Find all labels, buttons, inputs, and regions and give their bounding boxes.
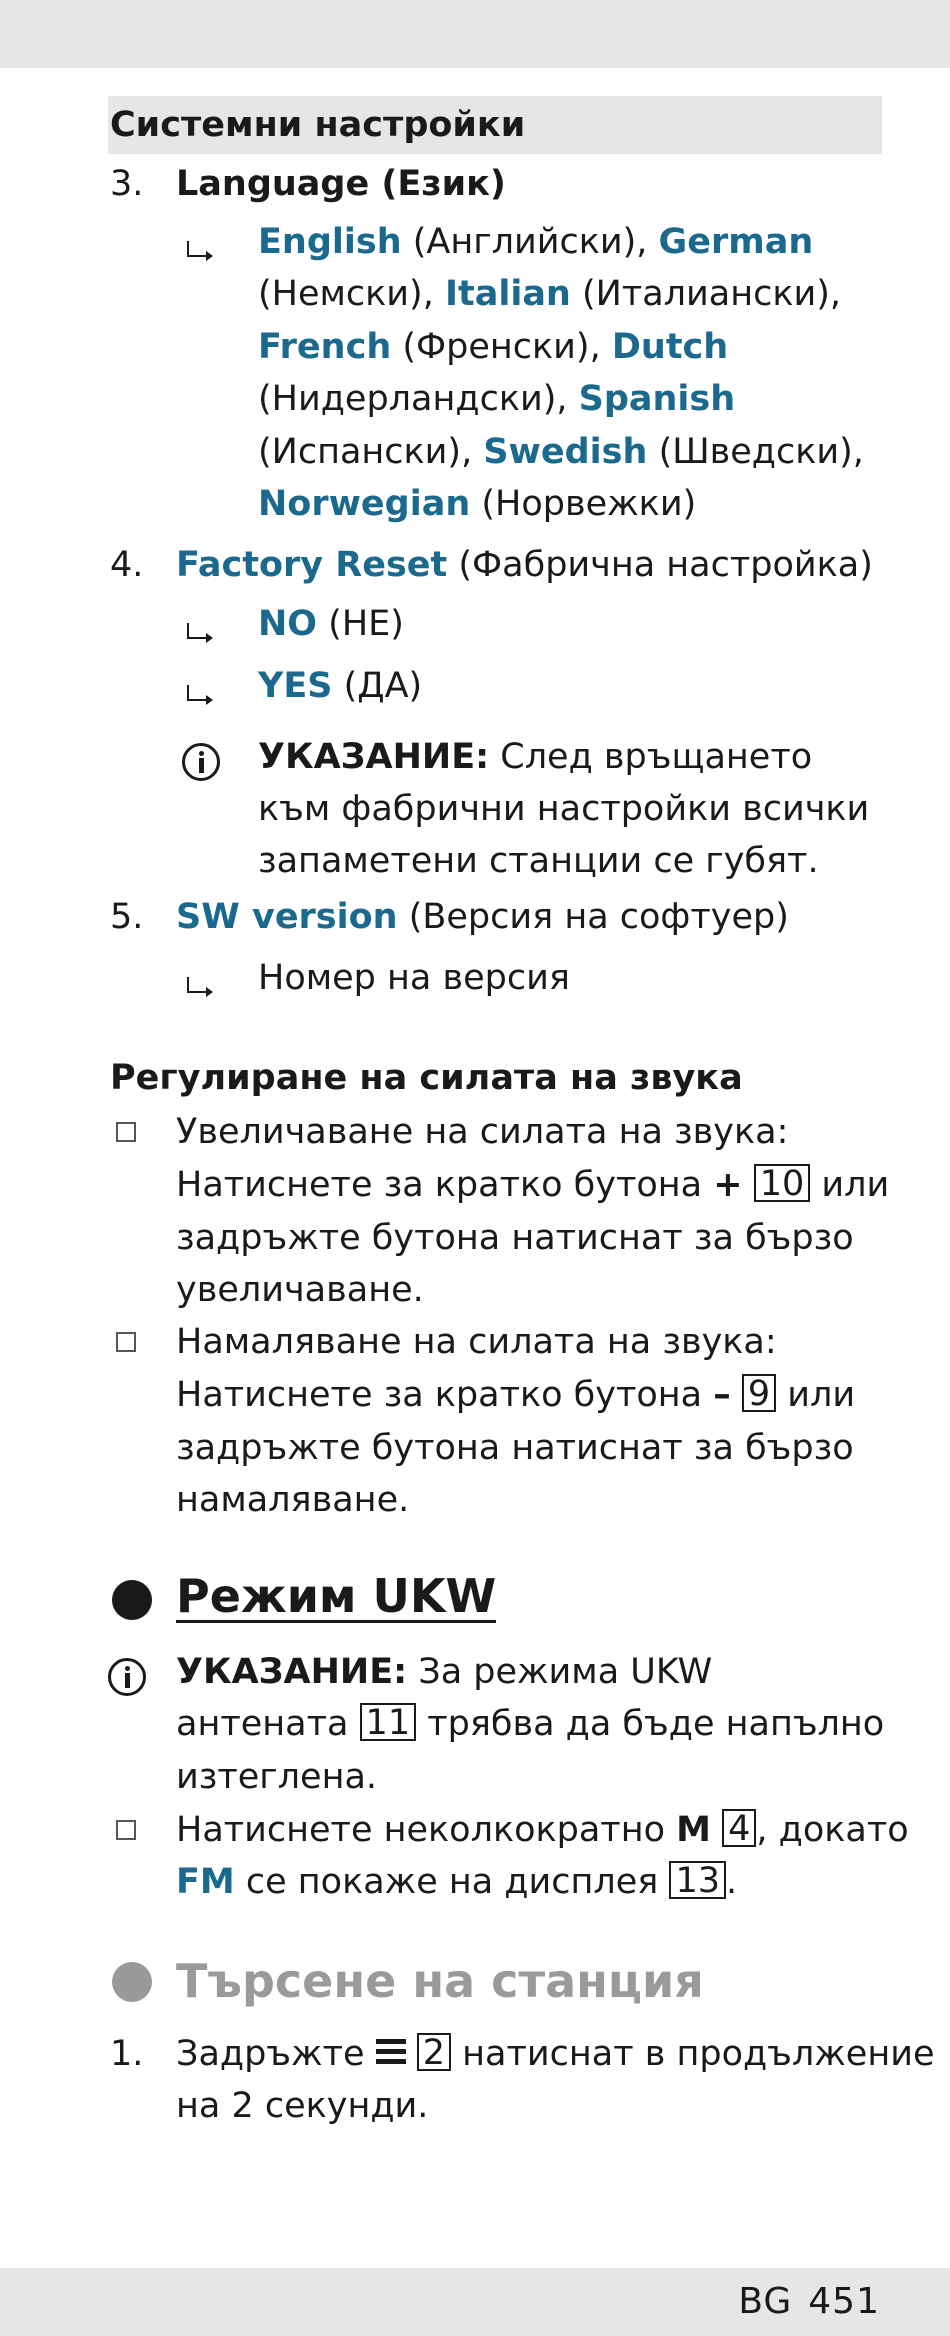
checkbox-square-icon xyxy=(116,1820,136,1840)
volume-heading: Регулиране на силата на звука xyxy=(110,1058,743,1098)
language-name: English xyxy=(258,222,402,262)
ukw-note-line-1 xyxy=(176,1652,712,1692)
bullet-dot-icon xyxy=(112,1580,152,1620)
language-translation: (Немски), xyxy=(258,274,445,314)
factory-reset-label: Factory Reset xyxy=(176,545,448,585)
ukw-step-line-2 xyxy=(176,1862,737,1902)
ref-box-9: 9 xyxy=(742,1374,776,1412)
language-translation: (Италиански), xyxy=(570,274,842,314)
item-3-title: Language (Език) xyxy=(176,164,506,204)
language-name: French xyxy=(258,327,392,367)
sw-version-label: SW version xyxy=(176,897,398,937)
volume-up-line-4: увеличаване. xyxy=(176,1270,424,1310)
option-no-value: NO xyxy=(258,604,318,644)
option-no-desc: (НЕ) xyxy=(317,604,404,644)
item-5-number: 5. xyxy=(110,897,144,937)
search-step-line-2: на 2 секунди. xyxy=(176,2086,429,2126)
option-yes-value: YES xyxy=(258,666,333,706)
volume-down-line-2 xyxy=(176,1375,855,1415)
note-factory-line-3: запаметени станции се губят. xyxy=(258,841,819,881)
item-3-number: 3. xyxy=(110,164,144,204)
item-4-number: 4. xyxy=(110,545,144,585)
language-name: German xyxy=(658,222,814,262)
version-number-text: Номер на версия xyxy=(258,958,570,998)
ukw-heading: Режим UKW xyxy=(176,1569,497,1623)
sw-version-suffix: (Версия на софтуер) xyxy=(397,897,789,937)
language-line xyxy=(258,379,735,419)
ref-box-10: 10 xyxy=(754,1164,811,1202)
plus-symbol: + xyxy=(713,1165,743,1205)
language-translation: (Английски), xyxy=(401,222,659,262)
language-translation: (Френски), xyxy=(391,327,612,367)
step-text: Натиснете неколкократно xyxy=(176,1810,677,1850)
ukw-note-line-2 xyxy=(176,1704,884,1744)
language-line xyxy=(258,222,813,262)
bullet-dot-icon xyxy=(112,1962,152,2002)
sub-arrow-icon xyxy=(184,618,210,646)
volume-down-line-4: намаляване. xyxy=(176,1480,410,1520)
sub-arrow-icon xyxy=(184,236,210,264)
step-text: . xyxy=(726,1862,738,1902)
ukw-step-line-1 xyxy=(176,1810,909,1850)
step-text: , докато xyxy=(756,1810,909,1850)
note-text: За режима UKW xyxy=(407,1652,713,1692)
ref-box-2: 2 xyxy=(417,2033,451,2071)
search-step-number: 1. xyxy=(110,2034,144,2074)
factory-reset-suffix: (Фабрична настройка) xyxy=(447,545,873,585)
language-line xyxy=(258,327,728,367)
language-translation: (Норвежки) xyxy=(470,484,697,524)
info-icon xyxy=(182,743,220,781)
menu-icon xyxy=(376,2038,406,2066)
note-label: УКАЗАНИЕ: xyxy=(176,1652,408,1692)
language-name: Norwegian xyxy=(258,484,471,524)
volume-up-or: или xyxy=(810,1165,890,1205)
section-title: Системни настройки xyxy=(110,105,526,145)
volume-up-text: Натиснете за кратко бутона xyxy=(176,1165,714,1205)
language-line xyxy=(258,432,864,472)
language-translation: (Шведски), xyxy=(647,432,864,472)
language-line xyxy=(258,484,696,524)
volume-up-line-2 xyxy=(176,1165,889,1205)
language-translation: (Нидерландски), xyxy=(258,379,579,419)
volume-down-line-3: задръжте бутона натиснат за бързо xyxy=(176,1428,854,1468)
option-no xyxy=(258,604,404,644)
option-yes-desc: (ДА) xyxy=(332,666,423,706)
page-number xyxy=(738,2281,880,2322)
sub-arrow-icon xyxy=(184,972,210,1000)
top-band xyxy=(0,0,950,68)
minus-symbol: – xyxy=(713,1375,731,1415)
checkbox-square-icon xyxy=(116,1122,136,1142)
item-5-title-line xyxy=(176,897,789,937)
language-code: BG xyxy=(738,2281,793,2322)
volume-up-line-3: задръжте бутона натиснат за бързо xyxy=(176,1218,854,1258)
m-button-label: M xyxy=(676,1810,711,1850)
language-translation: (Испански), xyxy=(258,432,484,472)
item-4-title-line xyxy=(176,545,873,585)
ref-box-4: 4 xyxy=(722,1809,756,1847)
volume-down-line-1: Намаляване на силата на звука: xyxy=(176,1322,777,1362)
page-number-value: 451 xyxy=(808,2281,880,2322)
ukw-note-line-3: изтеглена. xyxy=(176,1757,378,1797)
fm-label: FM xyxy=(176,1862,235,1902)
note-factory-line-1 xyxy=(258,737,812,777)
note-text: трябва да бъде напълно xyxy=(416,1704,885,1744)
checkbox-square-icon xyxy=(116,1332,136,1352)
note-label: УКАЗАНИЕ: xyxy=(258,737,490,777)
volume-up-line-1: Увеличаване на силата на звука: xyxy=(176,1112,789,1152)
ref-box-11: 11 xyxy=(360,1703,417,1741)
search-heading: Търсене на станция xyxy=(176,1954,704,2008)
language-name: Spanish xyxy=(578,379,736,419)
ref-box-13: 13 xyxy=(669,1861,726,1899)
language-line xyxy=(258,274,841,314)
step-text: Задръжте xyxy=(176,2034,376,2074)
step-text: се покаже на дисплея xyxy=(234,1862,670,1902)
language-name: Swedish xyxy=(483,432,648,472)
search-step-line-1 xyxy=(176,2034,935,2074)
option-yes xyxy=(258,666,422,706)
step-text: натиснат в продължение xyxy=(451,2034,935,2074)
volume-down-or: или xyxy=(776,1375,856,1415)
language-name: Italian xyxy=(444,274,571,314)
note-text: антената xyxy=(176,1704,360,1744)
sub-arrow-icon xyxy=(184,680,210,708)
note-text: След връщането xyxy=(489,737,813,777)
volume-down-text: Натиснете за кратко бутона xyxy=(176,1375,714,1415)
note-factory-line-2: към фабрични настройки всички xyxy=(258,789,870,829)
info-icon xyxy=(108,1658,146,1696)
language-name: Dutch xyxy=(611,327,729,367)
